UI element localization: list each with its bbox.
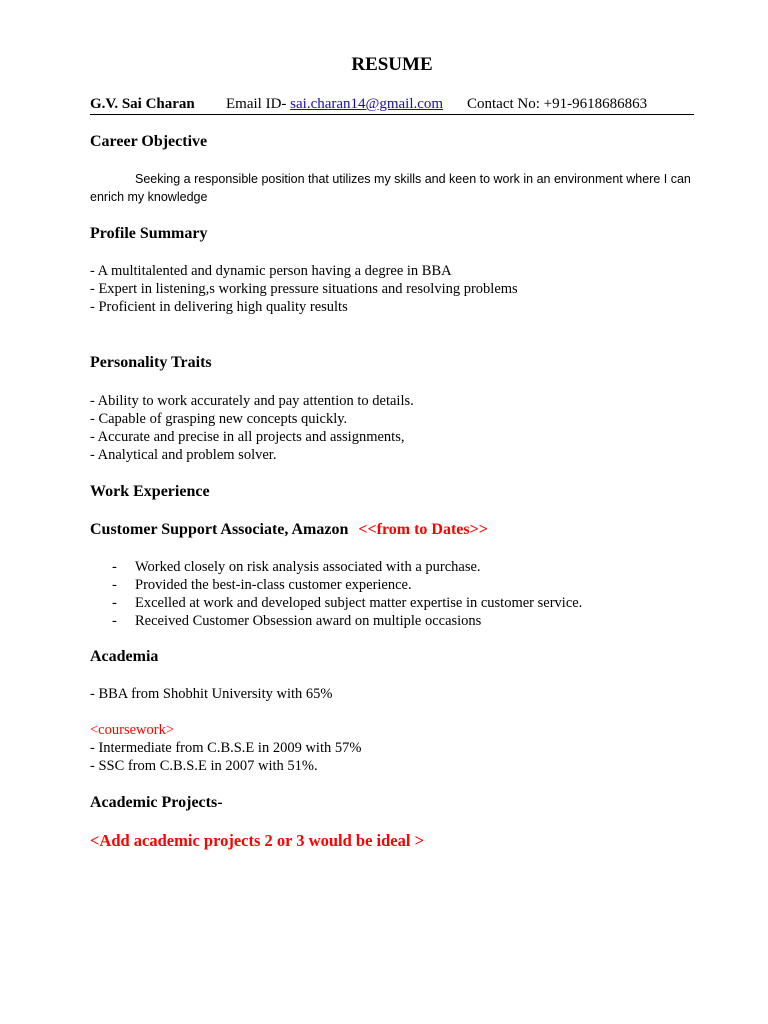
list-item: - Accurate and precise in all projects and assignments, xyxy=(90,429,405,445)
candidate-name: G.V. Sai Charan xyxy=(90,96,195,112)
work-experience-heading: Work Experience xyxy=(90,483,210,500)
profile-summary-heading: Profile Summary xyxy=(90,225,208,242)
academic-projects-placeholder: <Add academic projects 2 or 3 would be ideal > xyxy=(90,831,424,850)
coursework-placeholder: <coursework> xyxy=(90,722,174,738)
bullet-dash: - xyxy=(112,595,117,611)
list-item-text: Excelled at work and developed subject matter expertise in customer service. xyxy=(135,595,583,611)
bullet-dash: - xyxy=(112,613,117,629)
email-link[interactable]: sai.charan14@gmail.com xyxy=(290,96,444,112)
academia-heading: Academia xyxy=(90,648,159,665)
list-item: - Intermediate from C.B.S.E in 2009 with 57% xyxy=(90,740,362,756)
bullet-dash: - xyxy=(112,577,117,593)
work-experience-list xyxy=(112,558,582,630)
academia-list xyxy=(90,739,361,775)
job-role: Customer Support Associate, Amazon xyxy=(90,521,349,538)
list-item xyxy=(112,612,582,630)
email-label: Email ID- xyxy=(226,96,287,112)
contact-number: Contact No: +91-9618686863 xyxy=(467,96,648,112)
list-item: - SSC from C.B.S.E in 2007 with 51%. xyxy=(90,758,318,774)
list-item: - Proficient in delivering high quality results xyxy=(90,299,348,315)
personality-traits-list xyxy=(90,392,414,464)
list-item: - BBA from Shobhit University with 65% xyxy=(90,686,333,702)
list-item: - A multitalented and dynamic person having a degree in BBA xyxy=(90,263,452,279)
list-item xyxy=(112,576,582,594)
list-item xyxy=(112,558,582,576)
list-item: - Expert in listening,s working pressure situations and resolving problems xyxy=(90,281,518,297)
career-objective-text: Seeking a responsible position that utilizes my skills and keen to work in an environment where I can enrich my knowledge xyxy=(90,172,691,204)
dates-placeholder: <<from to Dates>> xyxy=(358,521,488,538)
contact-header xyxy=(90,94,694,115)
list-item: - Capable of grasping new concepts quickly. xyxy=(90,411,348,427)
list-item-text: Provided the best-in-class customer experience. xyxy=(135,577,412,593)
job-role-heading xyxy=(90,519,488,541)
career-objective-heading: Career Objective xyxy=(90,133,208,150)
academic-projects-heading: Academic Projects- xyxy=(90,794,223,811)
email-block xyxy=(226,94,443,114)
profile-summary-list xyxy=(90,262,518,316)
list-item xyxy=(112,594,582,612)
bullet-dash: - xyxy=(112,559,117,575)
list-item-text: Received Customer Obsession award on multiple occasions xyxy=(135,613,482,629)
personality-traits-heading: Personality Traits xyxy=(90,354,212,371)
resume-title: RESUME xyxy=(351,54,433,75)
list-item: - Analytical and problem solver. xyxy=(90,447,277,463)
list-item-text: Worked closely on risk analysis associated with a purchase. xyxy=(135,559,481,575)
academia-degree xyxy=(90,685,332,703)
list-item: - Ability to work accurately and pay attention to details. xyxy=(90,393,414,409)
